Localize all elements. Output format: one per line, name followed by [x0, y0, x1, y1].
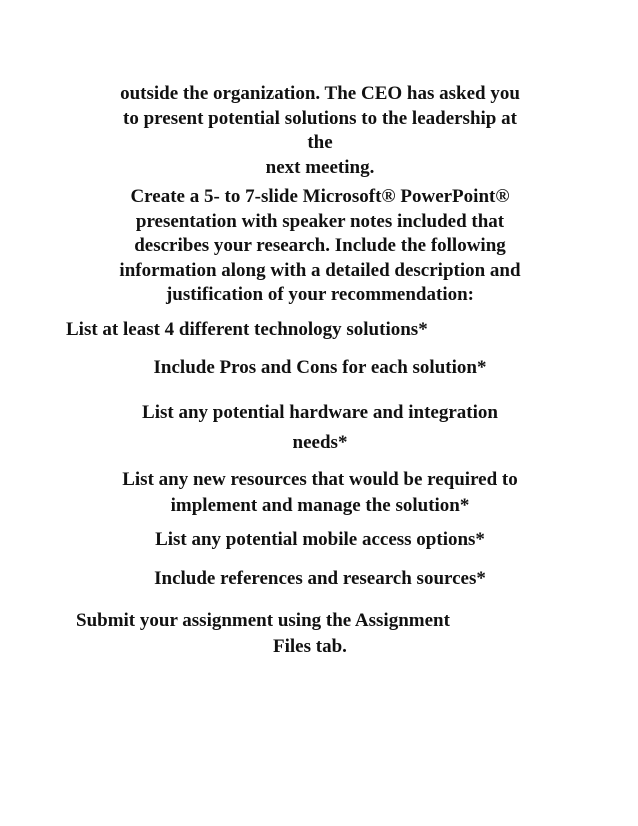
text-line: next meeting.: [265, 156, 375, 178]
requirement-item: [70, 398, 570, 458]
text-line: information along with a detailed description and: [119, 259, 521, 281]
instructions-paragraph: [70, 185, 570, 308]
text-line: Create a 5- to 7-slide Microsoft® PowerPoint®: [130, 186, 510, 207]
requirement-item: [70, 567, 570, 592]
submission-paragraph: [70, 608, 570, 660]
text-line: Submit your assignment using the Assignment: [76, 610, 450, 631]
requirement-item: [66, 318, 428, 343]
intro-paragraph: [70, 82, 570, 180]
text-line: the: [307, 132, 333, 153]
text-line: List any new resources that would be required to: [122, 469, 518, 490]
text-line: Include references and research sources*: [154, 568, 486, 589]
text-line: justification of your recommendation:: [165, 284, 475, 305]
text-line: Include Pros and Cons for each solution*: [153, 357, 487, 378]
text-line: needs*: [292, 432, 348, 453]
requirement-item: [70, 467, 570, 519]
text-line: List any potential hardware and integration: [142, 402, 498, 423]
text-line: presentation with speaker notes included that: [135, 210, 505, 232]
text-line: List any potential mobile access options*: [155, 529, 485, 550]
requirement-item: [70, 528, 570, 553]
text-line: describes your research. Include the following: [134, 235, 506, 256]
text-line: implement and manage the solution*: [170, 495, 470, 516]
text-line: List at least 4 different technology solutions*: [66, 319, 428, 340]
text-line: to present potential solutions to the leadership at: [123, 107, 517, 129]
text-line: Files tab.: [273, 636, 347, 657]
text-line: outside the organization. The CEO has asked you: [120, 83, 520, 104]
requirement-item: [70, 356, 570, 381]
